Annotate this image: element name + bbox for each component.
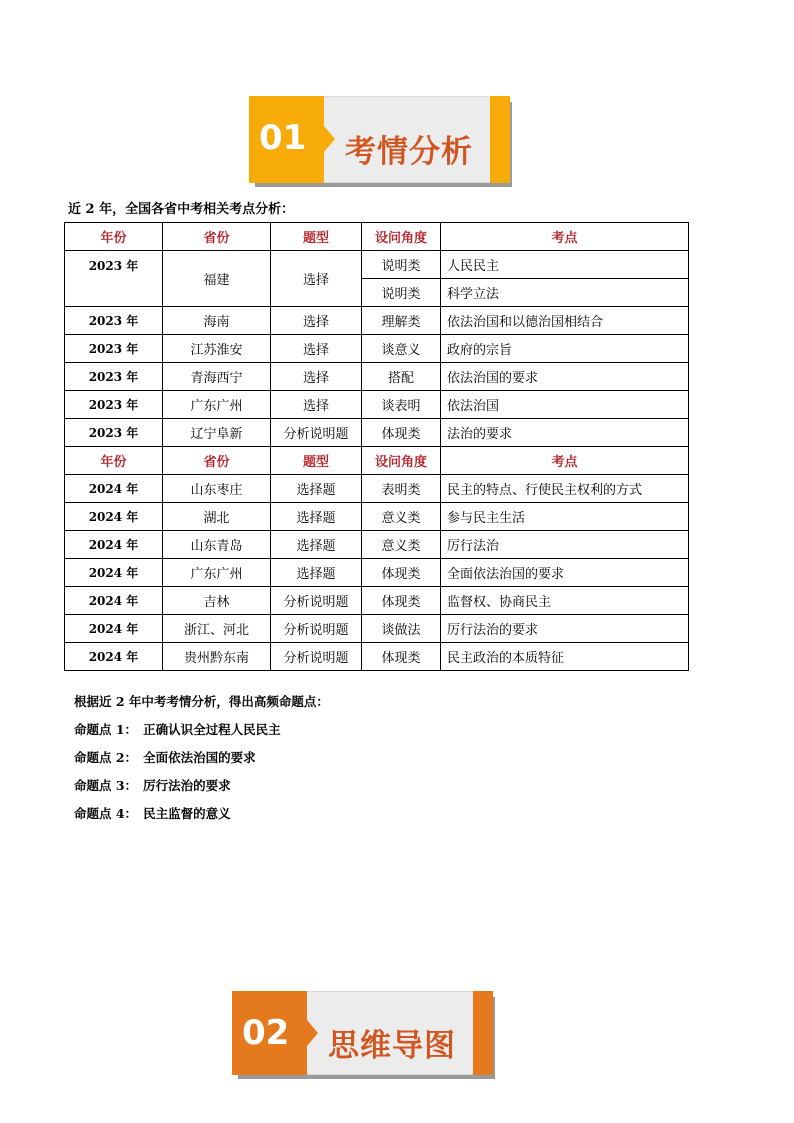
table-cell: 选择题 bbox=[271, 531, 362, 559]
banner-end-bar bbox=[490, 96, 510, 183]
table-cell: 依法治国 bbox=[441, 391, 689, 419]
summary-lead: 根据近 2 年中考考情分析，得出高频命题点： bbox=[74, 694, 329, 709]
table-cell: 2024 年 bbox=[65, 503, 163, 531]
table-cell: 民主的特点、行使民主权利的方式 bbox=[441, 475, 689, 503]
intro-text: 近 2 年，全国各省中考相关考点分析： bbox=[68, 202, 295, 217]
table-cell: 考点 bbox=[441, 223, 689, 251]
table-cell: 2023 年 bbox=[65, 307, 163, 335]
table-cell: 福建 bbox=[163, 251, 271, 307]
summary-point-text: 民主监督的意义 bbox=[143, 806, 231, 821]
table-cell: 体现类 bbox=[362, 559, 441, 587]
table-cell: 广东广州 bbox=[163, 559, 271, 587]
table-header-row bbox=[65, 223, 689, 251]
table-cell: 谈表明 bbox=[362, 391, 441, 419]
table-cell: 青海西宁 bbox=[163, 363, 271, 391]
summary-point-label: 命题点 4： bbox=[74, 806, 138, 821]
exam-points-table bbox=[64, 222, 689, 671]
table-cell: 全面依法治国的要求 bbox=[441, 559, 689, 587]
table-cell: 贵州黔东南 bbox=[163, 643, 271, 671]
table-cell: 省份 bbox=[163, 447, 271, 475]
table-cell: 山东青岛 bbox=[163, 531, 271, 559]
summary-point-text: 正确认识全过程人民民主 bbox=[143, 722, 281, 737]
table-cell: 山东枣庄 bbox=[163, 475, 271, 503]
table-row bbox=[65, 419, 689, 447]
table-row bbox=[65, 475, 689, 503]
table-cell: 表明类 bbox=[362, 475, 441, 503]
table-cell: 2023 年 bbox=[65, 391, 163, 419]
table-cell: 谈做法 bbox=[362, 615, 441, 643]
table-row bbox=[65, 391, 689, 419]
table-row bbox=[65, 335, 689, 363]
table-row bbox=[65, 615, 689, 643]
summary-point-label: 命题点 3： bbox=[74, 778, 138, 793]
table-cell: 依法治国和以德治国相结合 bbox=[441, 307, 689, 335]
table-cell: 意义类 bbox=[362, 531, 441, 559]
table-cell: 江苏淮安 bbox=[163, 335, 271, 363]
table-cell: 选择 bbox=[271, 363, 362, 391]
table-cell: 考点 bbox=[441, 447, 689, 475]
table-cell: 吉林 bbox=[163, 587, 271, 615]
table-cell: 年份 bbox=[65, 223, 163, 251]
table-row bbox=[65, 559, 689, 587]
section-banner-analysis bbox=[249, 96, 512, 187]
table-cell: 湖北 bbox=[163, 503, 271, 531]
table-cell: 意义类 bbox=[362, 503, 441, 531]
summary-point bbox=[74, 775, 329, 803]
table-cell: 体现类 bbox=[362, 419, 441, 447]
table-cell: 依法治国的要求 bbox=[441, 363, 689, 391]
table-cell: 辽宁阜新 bbox=[163, 419, 271, 447]
summary-point-label: 命题点 2： bbox=[74, 750, 138, 765]
table-cell: 科学立法 bbox=[441, 279, 689, 307]
table-cell: 浙江、河北 bbox=[163, 615, 271, 643]
table-cell: 2023 年 bbox=[65, 335, 163, 363]
table-cell: 分析说明题 bbox=[271, 643, 362, 671]
table-cell: 选择 bbox=[271, 307, 362, 335]
table-cell: 2024 年 bbox=[65, 559, 163, 587]
table-cell: 题型 bbox=[271, 447, 362, 475]
table-cell: 选择 bbox=[271, 251, 362, 307]
summary-point-label: 命题点 1： bbox=[74, 722, 138, 737]
section-banner-mindmap bbox=[232, 991, 495, 1079]
table-cell: 2023 年 bbox=[65, 419, 163, 447]
table-cell: 2024 年 bbox=[65, 643, 163, 671]
table-cell: 民主政治的本质特征 bbox=[441, 643, 689, 671]
table-cell: 法治的要求 bbox=[441, 419, 689, 447]
section-title: 思维导图 bbox=[328, 1028, 456, 1064]
table-cell: 年份 bbox=[65, 447, 163, 475]
chevron-right-icon bbox=[307, 1020, 318, 1046]
summary-point bbox=[74, 747, 329, 775]
table-cell: 政府的宗旨 bbox=[441, 335, 689, 363]
summary-point-text: 厉行法治的要求 bbox=[143, 778, 231, 793]
table-cell: 监督权、协商民主 bbox=[441, 587, 689, 615]
summary-point bbox=[74, 803, 329, 831]
table-cell: 2024 年 bbox=[65, 531, 163, 559]
summary-section bbox=[74, 691, 329, 831]
table-cell: 设问角度 bbox=[362, 223, 441, 251]
table-cell: 厉行法治 bbox=[441, 531, 689, 559]
table-header-row bbox=[65, 447, 689, 475]
table-row bbox=[65, 251, 689, 279]
table-row bbox=[65, 363, 689, 391]
table-cell: 省份 bbox=[163, 223, 271, 251]
table-cell: 人民民主 bbox=[441, 251, 689, 279]
table-cell: 题型 bbox=[271, 223, 362, 251]
table-cell: 分析说明题 bbox=[271, 615, 362, 643]
table-cell: 参与民主生活 bbox=[441, 503, 689, 531]
table-row bbox=[65, 503, 689, 531]
table-cell: 2024 年 bbox=[65, 587, 163, 615]
table-cell: 广东广州 bbox=[163, 391, 271, 419]
table-cell: 说明类 bbox=[362, 251, 441, 279]
banner-end-bar bbox=[473, 991, 493, 1075]
table-cell: 体现类 bbox=[362, 587, 441, 615]
table-cell: 选择题 bbox=[271, 503, 362, 531]
table-row bbox=[65, 587, 689, 615]
table-cell: 分析说明题 bbox=[271, 419, 362, 447]
table-row bbox=[65, 643, 689, 671]
table-cell: 海南 bbox=[163, 307, 271, 335]
table-cell: 选择题 bbox=[271, 475, 362, 503]
table-cell: 2023 年 bbox=[65, 251, 163, 307]
table-cell: 2024 年 bbox=[65, 615, 163, 643]
chevron-right-icon bbox=[324, 126, 335, 152]
table-cell: 体现类 bbox=[362, 643, 441, 671]
table-cell: 谈意义 bbox=[362, 335, 441, 363]
table-row bbox=[65, 307, 689, 335]
table-cell: 选择 bbox=[271, 391, 362, 419]
section-number: 02 bbox=[242, 1013, 290, 1053]
table-cell: 说明类 bbox=[362, 279, 441, 307]
table-cell: 理解类 bbox=[362, 307, 441, 335]
summary-point bbox=[74, 719, 329, 747]
section-title: 考情分析 bbox=[345, 134, 473, 170]
table-cell: 2024 年 bbox=[65, 475, 163, 503]
table-cell: 设问角度 bbox=[362, 447, 441, 475]
table-cell: 选择题 bbox=[271, 559, 362, 587]
table-cell: 分析说明题 bbox=[271, 587, 362, 615]
table-cell: 搭配 bbox=[362, 363, 441, 391]
section-number: 01 bbox=[259, 118, 307, 158]
table-cell: 选择 bbox=[271, 335, 362, 363]
table-row bbox=[65, 531, 689, 559]
table-cell: 2023 年 bbox=[65, 363, 163, 391]
summary-point-text: 全面依法治国的要求 bbox=[143, 750, 256, 765]
table-cell: 厉行法治的要求 bbox=[441, 615, 689, 643]
